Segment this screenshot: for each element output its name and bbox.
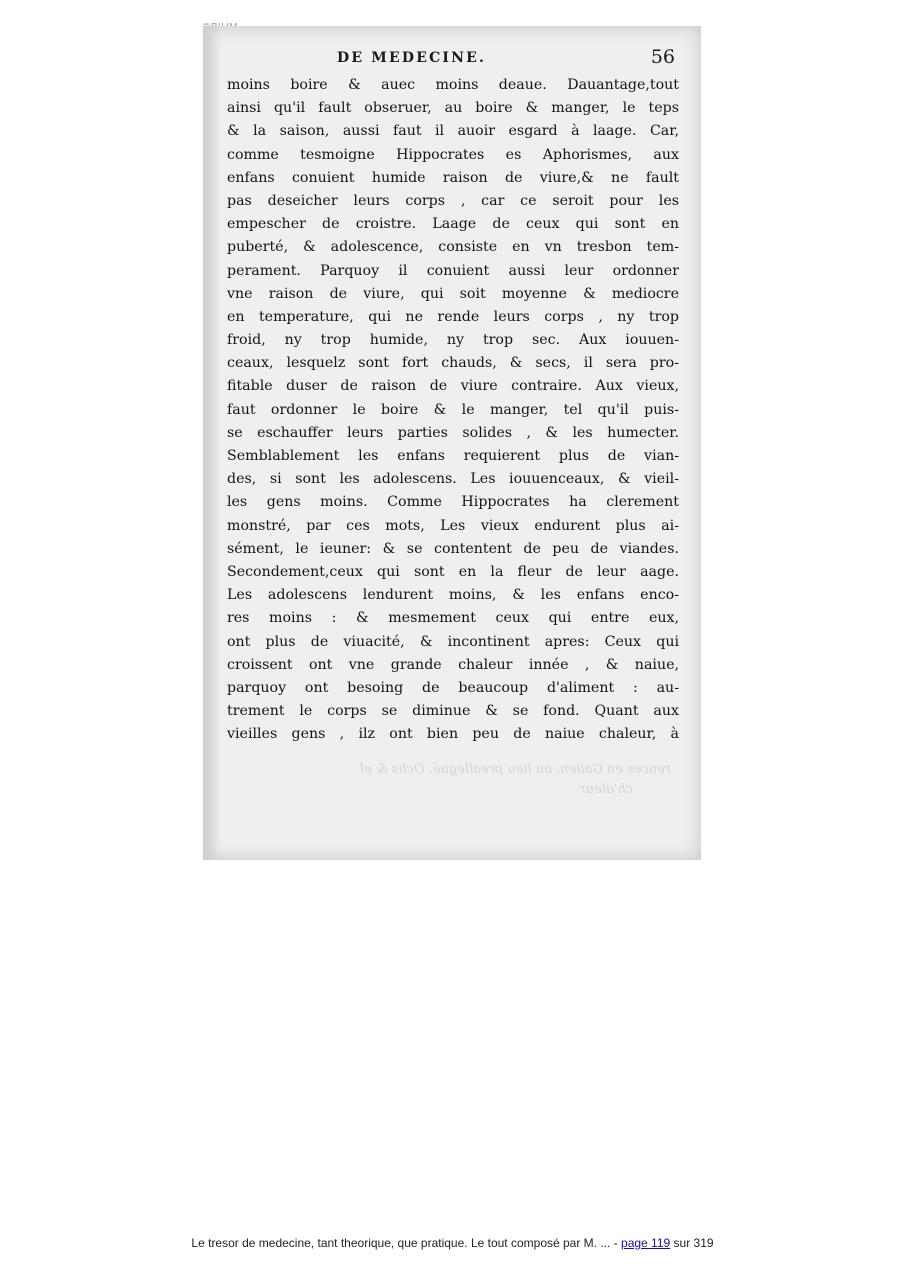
footer-page-count: sur 319 [673,1236,714,1250]
text-line: res moins : & mesmement ceux qui entre eux, [227,610,679,627]
text-line: puberté, & adolescence, consiste en vn tresbon tem- [227,239,679,256]
text-line: les gens moins. Comme Hippocrates ha clerement [227,494,679,511]
running-head [203,46,701,70]
text-line: & la saison, aussi faut il auoir esgard à laage. Car, [227,123,679,140]
text-line: des, si sont les adolescens. Les iouuenceaux, & vieil- [227,471,679,488]
text-line: ont plus de viuacité, & incontinent apres: Ceux qui [227,633,679,650]
scanned-page [203,26,701,860]
text-body [227,74,679,746]
footer-book-title: Le tresor de medecine, tant theorique, que pratique. Le tout composé par M. ... - [191,1236,618,1250]
text-line: parquoy ont besoing de beaucoup d'aliment : au- [227,679,679,696]
text-line: vieilles gens , ilz ont bien peu de naiue chaleur, à [227,726,679,743]
text-line: faut ordonner le boire & le manger, tel qu'il puis- [227,401,679,418]
text-line: se eschauffer leurs parties solides , & les humecter. [227,424,679,441]
text-line: vne raison de viure, qui soit moyenne & mediocre [227,285,679,302]
text-line: empescher de croistre. Laage de ceux qui sont en [227,216,679,233]
text-line: enfans conuient humide raison de viure,& ne fault [227,169,679,186]
running-title: DE MEDECINE. [337,50,487,66]
folio-number: 56 [650,46,675,68]
text-line: croissent ont vne grande chaleur innée , & naiue, [227,656,679,673]
text-line: Les adolescens lendurent moins, & les enfans enco- [227,587,679,604]
text-line: sément, le ieuner: & se contentent de peu de viandes. [227,540,679,557]
text-line: ainsi qu'il fault obseruer, au boire & manger, le teps [227,100,679,117]
bleed-through-text: ch'aleur [579,782,633,797]
bleed-through-text: rences en Galien, au lieu preallegué. Ochs & el [359,762,671,777]
page-link[interactable]: page 119 [621,1236,671,1250]
text-line: Secondement,ceux qui sont en la fleur de leur aage. [227,563,679,580]
text-line: monstré, par ces mots, Les vieux endurent plus ai- [227,517,679,534]
text-line: Semblablement les enfans requierent plus de vian- [227,448,679,464]
text-line: fitable duser de raison de viure contraire. Aux vieux, [227,378,679,395]
text-line: comme tesmoigne Hippocrates es Aphorismes, aux [227,146,679,163]
page-footer [0,1236,905,1250]
text-line: froid, ny trop humide, ny trop sec. Aux iouuen- [227,332,679,349]
text-line: perament. Parquoy il conuient aussi leur ordonner [227,262,679,279]
text-line: moins boire & auec moins deaue. Dauantage,tout [227,77,679,93]
text-line: en temperature, qui ne rende leurs corps , ny trop [227,308,679,325]
text-line: pas deseicher leurs corps , car ce seroit pour les [227,192,679,209]
text-line: trement le corps se diminue & se fond. Quant aux [227,703,679,720]
page-gutter-shadow [203,26,221,860]
text-line: ceaux, lesquelz sont fort chauds, & secs, il sera pro- [227,355,679,372]
